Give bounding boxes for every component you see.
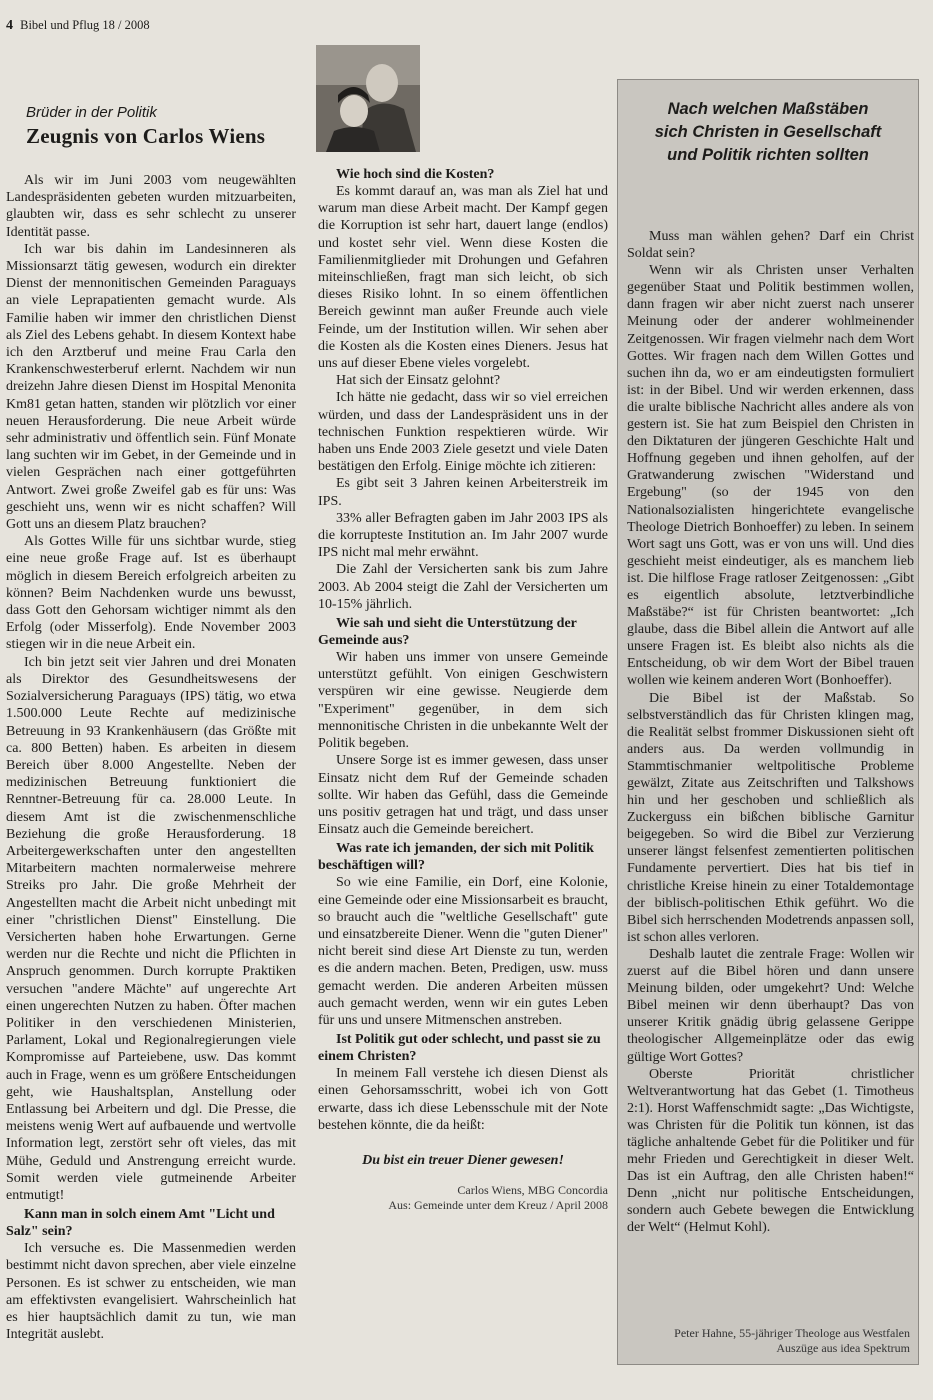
sidebar-signature (674, 1326, 910, 1356)
sidebar-paragraph: Oberste Priorität christlicher Weltverantwortung hat das Gebet (1. Timotheus 2:1). Horst Waffenschmidt sagte: „Das Wichtigste, was Christen für die Politik tun können, ist das tägliche anhaltende Gebet für die Politiker und für mehr Frieden und Gerechtigkeit in dieser Welt. Das ist ein Auftrag, den alle Christen haben!“ Denn „nicht nur politische Entscheidungen, sondern auch Gebete bewegen die Entwicklung der Welt“ (Helmut Kohl). (627, 1066, 914, 1236)
paragraph: Ich hätte nie gedacht, dass wir so viel erreichen würden, und dass der Landespräsident uns in der technischen Funktion respektieren würde. Wir haben uns Ende 2003 Ziele gesetzt und viele Daten bestätigen den Erfolg. Einige möchte ich zitieren: (318, 390, 608, 475)
sidebar-source: Auszüge aus idea Spektrum (776, 1341, 910, 1355)
sidebar-title (618, 98, 918, 167)
paragraph: Unsere Sorge ist es immer gewesen, dass unser Einsatz nicht dem Ruf der Gemeinde schaden sollte. Wir haben das Gefühl, dass die Gemeinde uns positiv getragen hat und trägt, und dass unser Einsatz auch die Gemeinde bereichert. (318, 753, 608, 838)
paragraph: Es kommt darauf an, was man als Ziel hat und warum man diese Arbeit macht. Der Kampf gegen die Korruption ist sehr hart, dauert lange (endlos) und kostet sehr viel. Wenn diese Kosten die Familienmitglieder mit Drohungen und Gefahren miteinschließen, fragt man sich leicht, ob sich dieses Risiko lohnt. In so einem öffentlichen Bereich gewinnt man außer Freunde auch viele Feinde, um der Institution willen. Wir sehen aber die Kosten als die Kosten eines Dieners. Jesus hat uns auf dieser Ebene vieles vorgelebt. (318, 184, 608, 372)
paragraph: In meinem Fall verstehe ich diesen Dienst als einen Gehorsamsschritt, wobei ich von Gott erwarte, dass ich diese Lebensschule mit der Note bestehen könnte, die da heißt: (318, 1066, 608, 1133)
paragraph: 33% aller Befragten gaben im Jahr 2003 IPS als die korrupteste Institution an. Im Jahr 2007 wurde IPS nicht mal mehr erwähnt. (318, 510, 608, 561)
article-column-2 (318, 164, 608, 1213)
article-column-1 (6, 172, 296, 1343)
sidebar-title-line: Nach welchen Maßstäben (667, 100, 869, 118)
page-header (6, 18, 150, 34)
paragraph: Ich versuche es. Die Massenmedien werden bestimmt nicht davon sprechen, aber viele einzelne Personen. Es ist schwer zu entscheiden, wie man am effektivsten evangelisiert. Wahrscheinlich hat es hier hauptsächlich damit zu tun, wie man Integrität auslebt. (6, 1241, 296, 1343)
sidebar-paragraph: Die Bibel ist der Maßstab. So selbstverständlich das für Christen klingen mag, die Realität selbst frommer Diskussionen sieht oft anders aus. Da werden vollmundig in Stammtischmanier weltpolitische Probleme gewälzt, Zitate aus Zeitschriften und Talkshows hin und her geschoben und schließlich als Zuckerguss ein bißchen biblische Garnitur beigegeben. So wird die Bibel zur Verzierung unserer längst felsenfest zementierten politischen Fundamente pervertiert. Dies hat bis tief in christliche Kreise hinein zu einer Totaldemontage der biblisch-politischen Ethik geführt. Wo die Bibel sich herrschenden Modetrends anpassen soll, ist schon alles verloren. (627, 690, 914, 945)
article-title: Zeugnis von Carlos Wiens (26, 124, 266, 148)
question-good-or-bad: Ist Politik gut oder schlecht, und passt sie zu einem Christen? (318, 1032, 601, 1065)
question-advice: Was rate ich jemanden, der sich mit Politik beschäftigen will? (318, 841, 594, 874)
paragraph: Ich bin jetzt seit vier Jahren und drei Monaten als Direktor des Gesundheitswesens der Sozialversicherung Paraguays (IPS) tätig, wo etwa 1.500.000 Leute Rechte auf medizinische Betreuung in 93 Krankenhäusern (das Größte mit ca. 800 Betten) haben. Es arbeiten in diesem Bereich über 8.000 Angestellte. Neben der medizinischen Betreuung funktioniert die Renntner-Betreuung für ca. 28.000 Leute. In diesem Amt ist die zwischenmenschliche Beziehung die große Herausforderung. 18 Arbeitergewerkschaften unter den angestellten Mitarbeitern machten normalerweise mehrere Streiks pro Jahr. Die große Mehrheit der Angestellten macht die Arbeit nicht unbedingt mit einer "christlichen Dienst" Einstellung. Die Versicherten haben hohe Erwartungen. Gerne werden nur die Rechte und nicht die Pflichten in Anspruch genommen. Durch korrupte Praktiken versuchen "andere Mächte" auf ungerechte Art einen ungerechten Nutzen zu haben. Öfter machen Politiker in den verschiedenen Ministerien, Parlament, Lokal und Regionalregierungen viele Kompromisse auf Parteiebene, usw. Das kommt auch in Frage, wenn es um größere Entscheidungen geht, wie Haushaltsplan, Anstellung oder Entlassung bei Arbeitern und dgl. Die Presse, die meistens wenig Wert auf aufbauende und wertvolle Information legt, zerstört sehr oft vieles, das mit Mühe, Geduld und Anstrengung erreicht wurde. Somit werden viele gutmeinende Arbeiter entmutigt! (6, 654, 296, 1203)
article-author: Carlos Wiens, MBG Concordia (457, 1183, 608, 1198)
paragraph: Als Gottes Wille für uns sichtbar wurde, stieg eine neue große Frage auf. Ist es überhaupt möglich in diesem Bereich erfolgreich arbeiten zu können? Beim Nachdenken wurde uns bewusst, dass Gott den Gehorsam wichtiger nimmt als den Erfolg (oder Misserfolg). Ende November 2003 stiegen wir in die neue Arbeit ein. (6, 534, 296, 653)
sidebar-box (617, 79, 919, 1365)
author-photo (316, 45, 420, 152)
sidebar-paragraph: Deshalb lautet die zentrale Frage: Wollen wir zuerst auf die Bibel hören und dann unsere Meinung bilden, oder umgekehrt? Und: Welche Bibel meinen wir denn überhaupt? Das von unserer Kritik gnädig übrig gelassene Gerippe theologischer Allgemeinplätze oder das ewig gültige Wort Gottes? (627, 946, 914, 1065)
question-support: Wie sah und sieht die Unterstützung der Gemeinde aus? (318, 616, 577, 649)
paragraph: Wir haben uns immer von unsere Gemeinde unterstützt gefühlt. Von einigen Geschwistern verspüren wir eine gewisse. Neugierde dem "Experiment" gegenüber, in dem sich mennonitische Christen in die unbekannte Welt der Politik begeben. (318, 650, 608, 752)
paragraph: So wie eine Familie, ein Dorf, eine Kolonie, eine Gemeinde oder eine Missionsarbeit es braucht, so braucht auch die "weltliche Gesellschaft" gute und einsatzbereite Diener. Wenn die "guten Diener" nicht bereit sind diese Art Dienste zu tun, werden es die andern machen. Beten, Predigen, usw. muss gemacht werden. Die anderen Arbeiten müssen auch gemacht werden, wenn wir ein gutes Leben für uns und unsere Mitmenschen anstreben. (318, 875, 608, 1028)
paragraph: Die Zahl der Versicherten sank bis zum Jahre 2003. Ab 2004 steigt die Zahl der Versicherten um 10-15% jährlich. (318, 562, 608, 612)
sidebar-author: Peter Hahne, 55-jähriger Theologe aus Westfalen (674, 1326, 910, 1340)
article-kicker: Brüder in der Politik (26, 104, 157, 121)
sidebar-title-line: sich Christen in Gesellschaft (654, 123, 882, 141)
sidebar-paragraph: Muss man wählen gehen? Darf ein Christ Soldat sein? (627, 229, 914, 262)
sidebar-title-line: und Politik richten sollten (667, 146, 869, 164)
question-costs: Wie hoch sind die Kosten? (336, 167, 495, 182)
page-number: 4 (6, 18, 13, 33)
publication-name: Bibel und Pflug 18 / 2008 (20, 18, 150, 32)
question-worth: Hat sich der Einsatz gelohnt? (336, 373, 501, 389)
sidebar-body (627, 228, 914, 1237)
paragraph: Ich war bis dahin im Landesinneren als Missionsarzt tätig gewesen, wodurch ein direkter Dienst der mennonitischen Gemeinden Paraguays an viele Leprapatienten gemacht wurde. Als Familie haben wir immer den christlichen Dienst als Ziel des Lebens gehabt. In diesem Kontext habe ich den Arztberuf und meine Frau Carla den Krankenschwesterberuf erlernt. Nachdem wir nun dreizehn Jahre diesen Dienst im Hospital Menonita Km81 getan hatten, standen wir plötzlich vor einer neuen Herausforderung. Die neue Arbeit würde sehr administrativ und öffentlich sein. Fünf Monate lang suchten wir im Gebet, in der Gemeinde und in vielen Gesprächen nach einer gottgeführten Antwort. Zwei große Zweifel gab es für uns: Was geschieht uns, wenn wir es nicht schaffen? Will Gott uns an diesem Platz brauchen? (6, 241, 296, 533)
closing-quote: Du bist ein treuer Diener gewesen! (362, 1152, 564, 1168)
paragraph: Als wir im Juni 2003 vom neugewählten Landespräsidenten gebeten wurden mitzuarbeiten, glaubten wir, dass es sehr schlecht zu unserer Identität passe. (6, 173, 296, 240)
sidebar-paragraph: Wenn wir als Christen unser Verhalten gegenüber Staat und Politik bestimmen wollen, dann fragen wir aber nicht zuerst nach unserer Meinung oder der anderer wohlmeinender Zeitgenossen. Wir fragen vielmehr nach dem Wort Gottes. Wir fragen nach dem Willen Gottes und suchen ihn da, wo er am eindeutigsten formuliert ist: in der Bibel. Und wir werden erkennen, dass die uralte biblische Nachricht alles andere als von gestern ist. Sie hat zum Beispiel den Christen in den Diktaturen der jüngeren Geschichte Halt und Hoffnung gegeben und ihnen geholfen, auf der Gratwanderung zwischen "Widerstand und Ergebung" (so der 1945 von den Nationalsozialisten hingerichtete evangelische Theologe Dietrich Bonhoeffer) zu leben. In seinem Wort sagt uns Gott, was er von uns will. Und dies geschieht meist eindeutiger, als es manchem lieb ist. Die hilflose Frage ratloser Zeitgenossen: „Gibt es eigentlich absolute, letztverbindliche Maßstäbe?“ ist für Christen beantwortet: „Ich glaube, dass die Bibel allein die Antwort auf alle unsere Fragen ist. Es bleibt also nichts als die Entscheidung, ob wir dem Wort der Bibel trauen wollen wie keinem anderen Wort (Bonhoeffer). (627, 263, 914, 689)
paragraph: Es gibt seit 3 Jahren keinen Arbeiterstreik im IPS. (318, 476, 608, 509)
article-source: Aus: Gemeinde unter dem Kreuz / April 2008 (388, 1198, 608, 1213)
question-light-and-salt: Kann man in solch einem Amt "Licht und Salz" sein? (6, 1207, 275, 1240)
article-signature (318, 1183, 608, 1213)
